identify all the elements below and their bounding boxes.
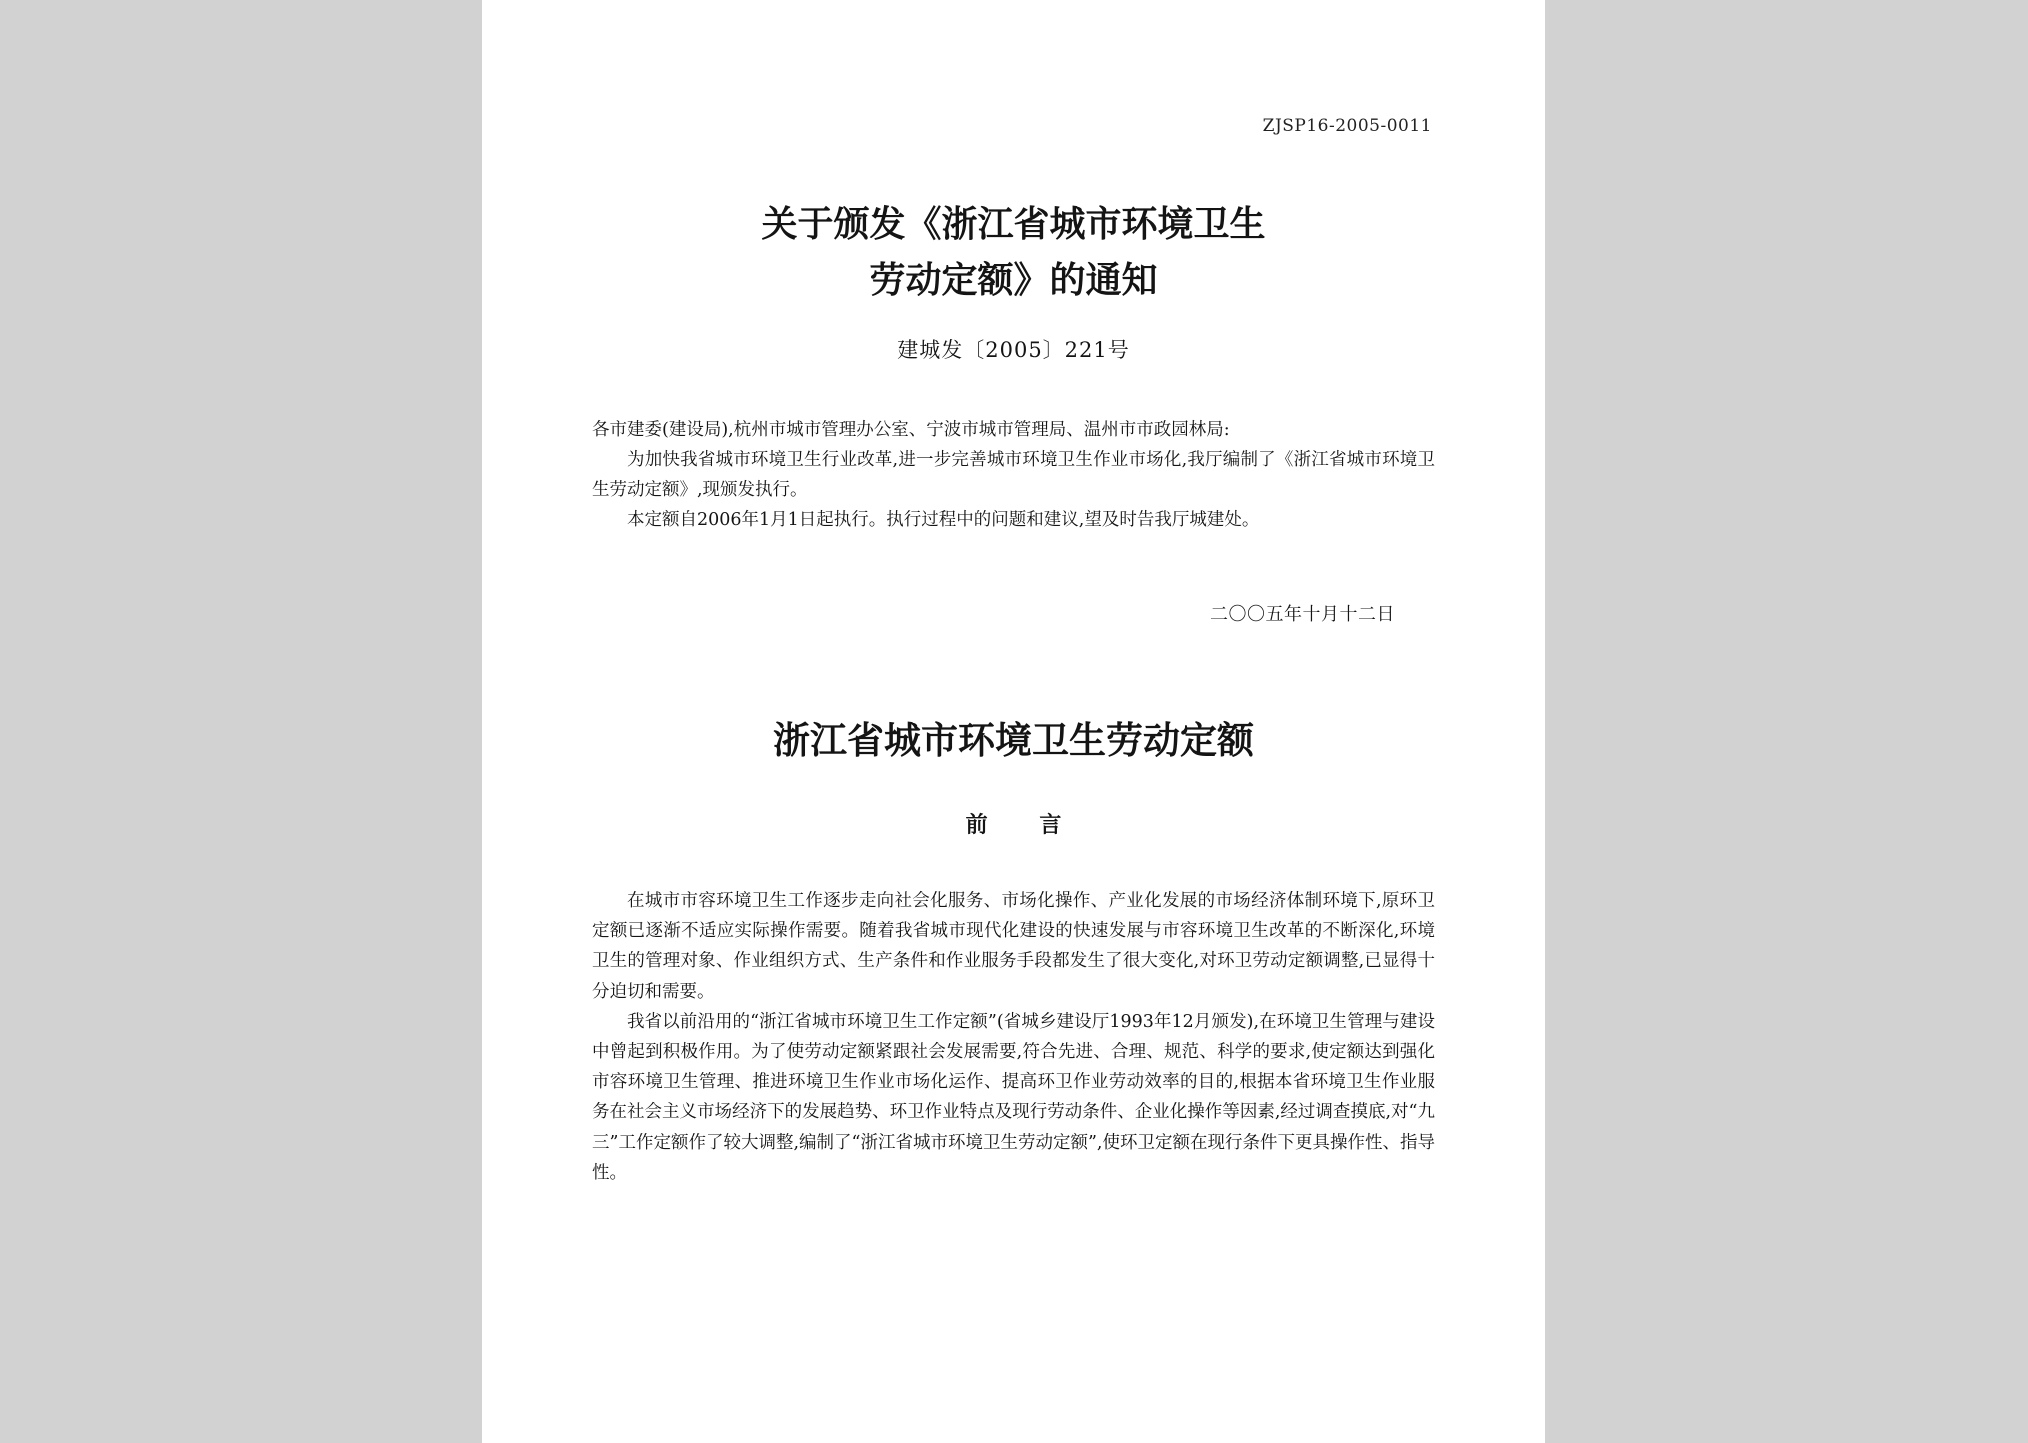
standard-title: 浙江省城市环境卫生劳动定额 xyxy=(773,718,1254,762)
notice-date: 二〇〇五年十月十二日 xyxy=(1210,604,1395,625)
preface-body xyxy=(592,886,1435,1188)
notice-document-number: 建城发〔2005〕221号 xyxy=(897,338,1130,362)
preface-paragraph-2: 我省以前沿用的“浙江省城市环境卫生工作定额”(省城乡建设厅1993年12月颁发),在环境卫生管理与建设中曾起到积极作用。为了使劳动定额紧跟社会发展需要,符合先进、合理、规范、科学的要求,使定额达到强化市容环境卫生管理、推进环境卫生作业市场化运作、提高环卫作业劳动效率的目的,根据本省环境卫生作业服务在社会主义市场经济下的发展趋势、环卫作业特点及现行劳动条件、企业化操作等因素,经过调查摸底,对“九三”工作定额作了较大调整,编制了“浙江省城市环境卫生劳动定额”,使环卫定额在现行条件下更具操作性、指导性。 xyxy=(592,1011,1435,1183)
notice-title-line-2: 劳动定额》的通知 xyxy=(869,259,1158,301)
notice-title-line-1: 关于颁发《浙江省城市环境卫生 xyxy=(761,203,1266,245)
notice-paragraph-1: 为加快我省城市环境卫生行业改革,进一步完善城市环境卫生作业市场化,我厅编制了《浙江省城市环境卫生劳动定额》,现颁发执行。 xyxy=(592,450,1435,500)
document-code: ZJSP16-2005-0011 xyxy=(1262,116,1432,136)
notice-title xyxy=(482,196,1545,308)
preface-heading: 前 言 xyxy=(965,812,1084,838)
notice-paragraph-2: 本定额自2006年1月1日起执行。执行过程中的问题和建议,望及时告我厅城建处。 xyxy=(627,510,1260,530)
preface-paragraph-1: 在城市市容环境卫生工作逐步走向社会化服务、市场化操作、产业化发展的市场经济体制环境下,原环卫定额已逐渐不适应实际操作需要。随着我省城市现代化建设的快速发展与市容环境卫生改革的不断深化,环境卫生的管理对象、作业组织方式、生产条件和作业服务手段都发生了很大变化,对环卫劳动定额调整,已显得十分迫切和需要。 xyxy=(592,891,1435,1002)
notice-recipients: 各市建委(建设局),杭州市城市管理办公室、宁波市城市管理局、温州市市政园林局: xyxy=(592,420,1230,440)
document-page xyxy=(482,0,1545,1443)
notice-body xyxy=(592,415,1435,535)
